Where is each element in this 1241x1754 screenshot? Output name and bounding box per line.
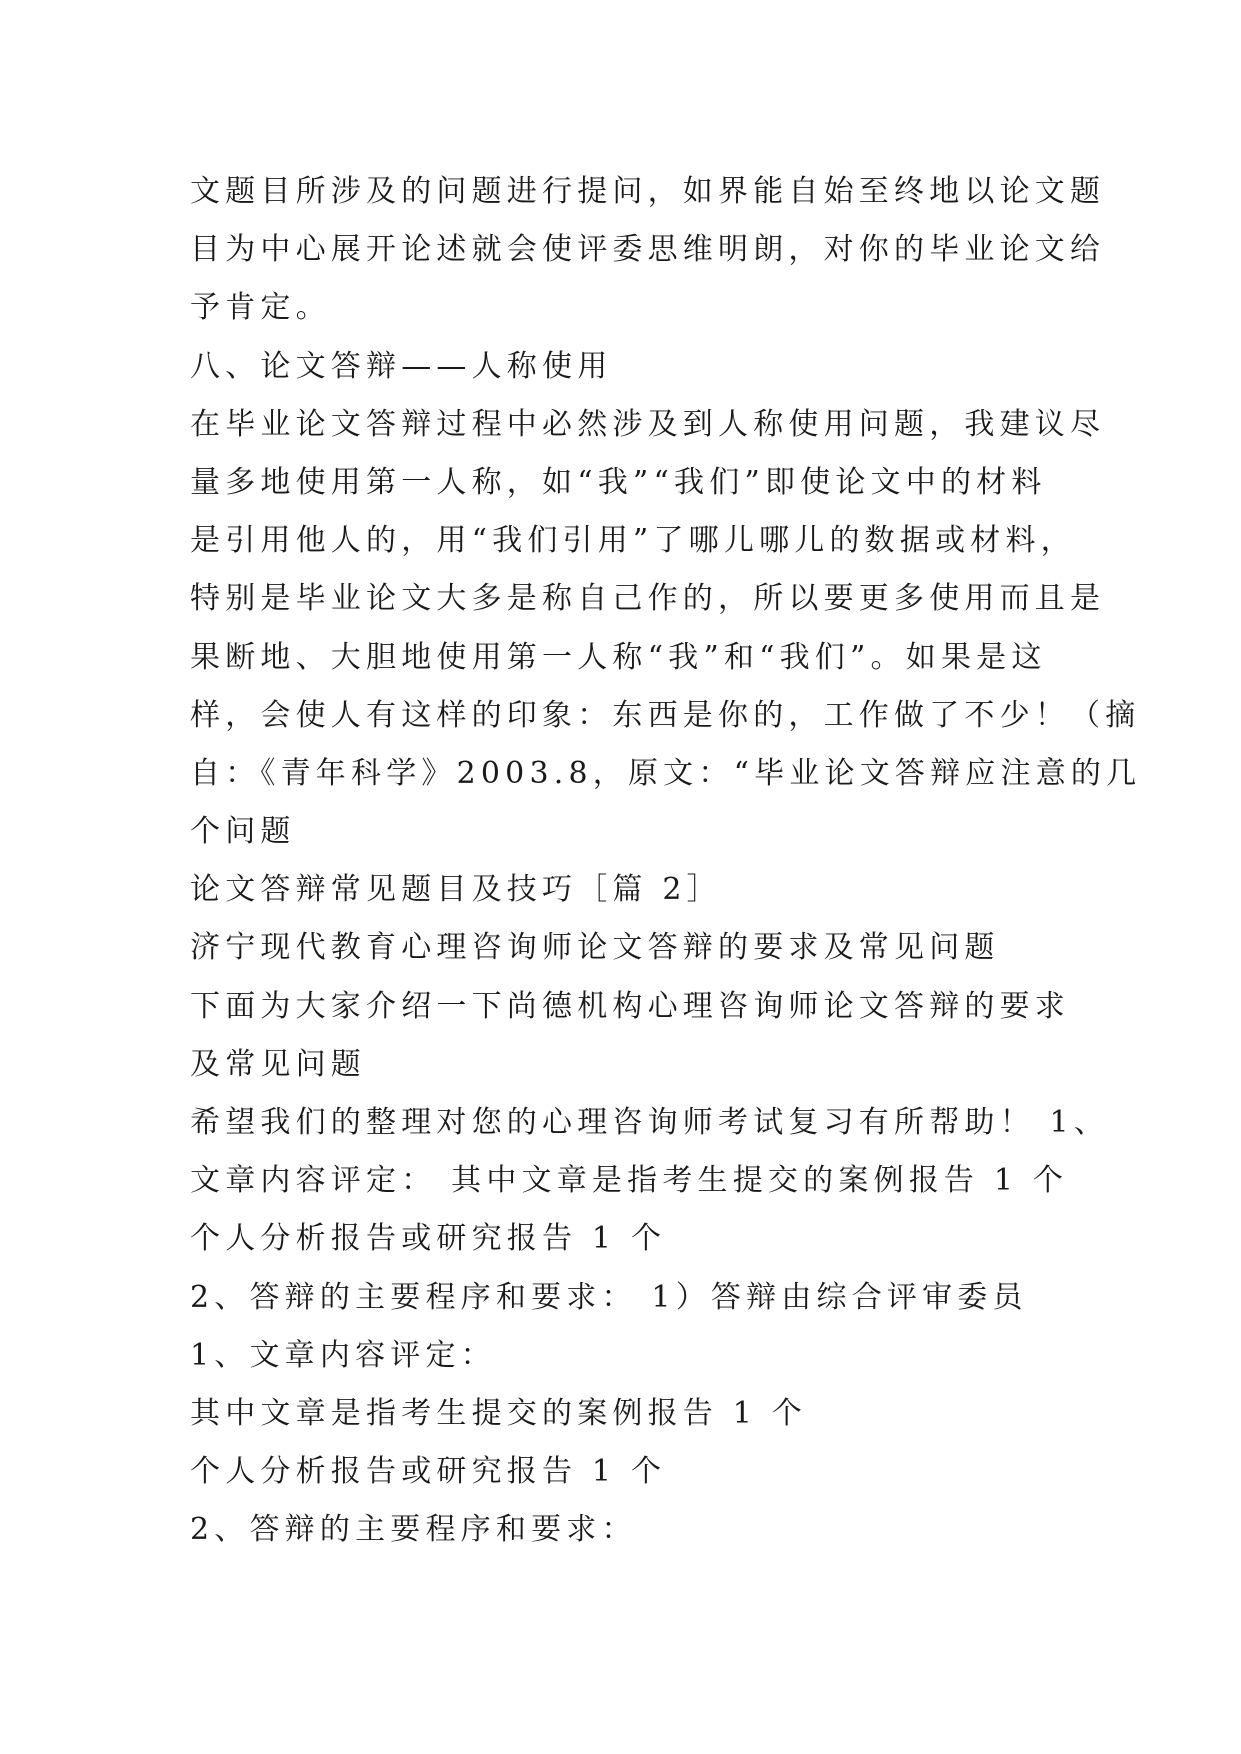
list-item: 2、答辩的主要程序和要求： xyxy=(190,1512,637,1548)
document-body xyxy=(190,163,1142,1560)
text-line: 希望我们的整理对您的心理咨询师考试复习有所帮助！ 1、 xyxy=(190,1105,1110,1140)
text-line: 量多地使用第一人称，如“我”“我们”即使论文中的材料 xyxy=(190,464,1047,500)
text-line: 下面为大家介绍一下尚德机构心理咨询师论文答辩的要求 xyxy=(190,988,1070,1024)
text-line: 个问题 xyxy=(190,814,296,850)
text-line: 在毕业论文答辩过程中必然涉及到人称使用问题，我建议尽 xyxy=(190,406,1106,442)
text-line: 个人分析报告或研究报告 1 个 xyxy=(190,1221,667,1257)
text-line: 予肯定。 xyxy=(190,290,331,326)
article-title: 论文答辩常见题目及技巧［篇 2］ xyxy=(190,872,722,908)
text-line: 文题目所涉及的问题进行提问，如界能自始至终地以论文题 xyxy=(190,174,1106,209)
text-line: 果断地、大胆地使用第一人称“我”和“我们”。如果是这 xyxy=(190,639,1047,675)
text-line: 特别是毕业论文大多是称自己作的，所以要更多使用而且是 xyxy=(190,581,1106,617)
text-line: 个人分析报告或研究报告 1 个 xyxy=(190,1454,667,1490)
list-item: 1、文章内容评定： xyxy=(190,1337,496,1373)
text-line: 样，会使人有这样的印象：东西是你的，工作做了不少！（摘 xyxy=(190,697,1141,733)
text-line: 及常见问题 xyxy=(190,1046,366,1082)
article-subtitle: 济宁现代教育心理咨询师论文答辩的要求及常见问题 xyxy=(190,930,1000,966)
text-line: 是引用他人的，用“我们引用”了哪儿哪儿的数据或材料， xyxy=(190,523,1076,559)
text-line: 目为中心展开论述就会使评委思维明朗，对你的毕业论文给 xyxy=(190,232,1106,268)
text-line: 文章内容评定： 其中文章是指考生提交的案例报告 1 个 xyxy=(190,1163,1069,1199)
text-line: 自：《青年科学》2003.8，原文：“毕业论文答辩应注意的几 xyxy=(190,755,1142,791)
text-line: 2、答辩的主要程序和要求： 1）答辩由综合评审委员 xyxy=(190,1279,1028,1315)
section-heading: 八、论文答辩——人称使用 xyxy=(190,348,613,384)
text-line: 其中文章是指考生提交的案例报告 1 个 xyxy=(190,1395,807,1431)
